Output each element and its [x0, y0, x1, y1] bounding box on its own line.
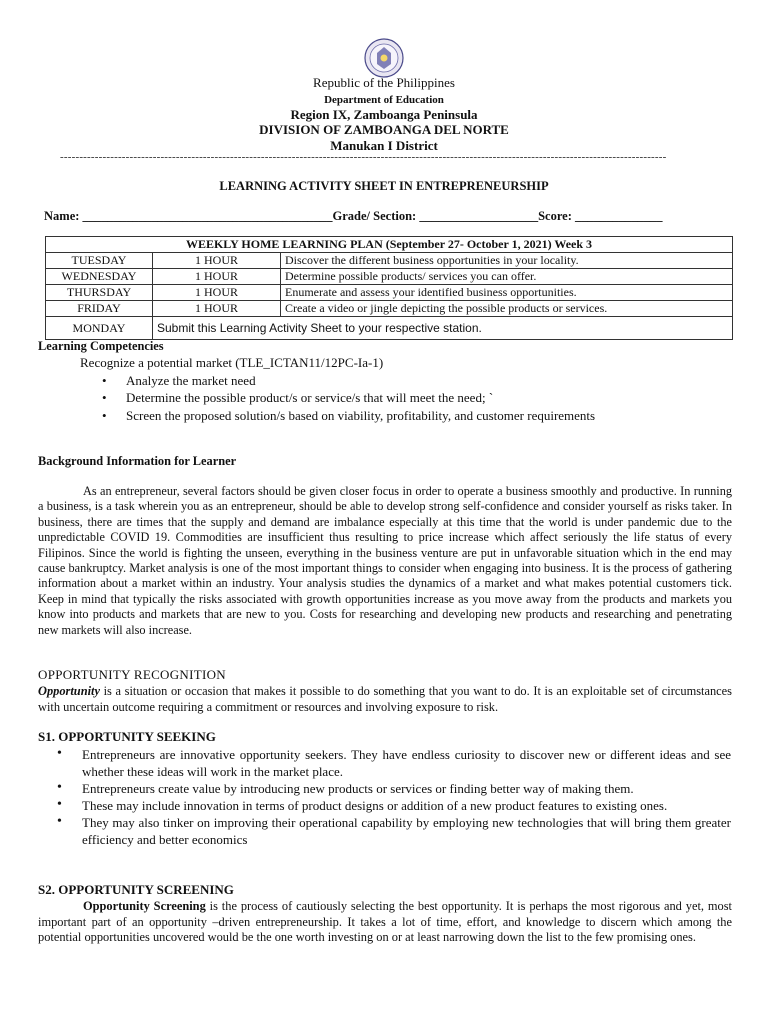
header-department: Department of Education: [324, 94, 444, 106]
bullet-icon: •: [102, 390, 107, 406]
plan-task: Submit this Learning Activity Sheet to your respective station.: [153, 317, 733, 340]
plan-task: Determine possible products/ services you can offer.: [281, 269, 733, 285]
bullet-icon: •: [102, 407, 107, 423]
background-heading: Background Information for Learner: [38, 454, 237, 468]
seeking-heading: S1. OPPORTUNITY SEEKING: [38, 729, 216, 744]
header-division: DIVISION OF ZAMBOANGA DEL NORTE: [259, 122, 509, 137]
plan-task: Discover the different business opportunities in your locality.: [281, 253, 733, 269]
plan-heading: WEEKLY HOME LEARNING PLAN (September 27- October 1, 2021) Week 3: [46, 237, 733, 253]
plan-day: THURSDAY: [46, 285, 153, 301]
table-row: [46, 285, 733, 301]
bullet-icon: •: [102, 373, 107, 388]
plan-task: Enumerate and assess your identified business opportunities.: [281, 285, 733, 301]
list-item: • Analyze the market need: [102, 373, 256, 388]
name-grade-score-line: Name: ________________________________________Grade/ Section: ___________________Score: ______________: [44, 209, 663, 223]
list-item: • They may also tinker on improving their operational capability by employing new technologies that will bring them greater efficiency and better economics: [57, 814, 731, 847]
opportunity-definition: Opportunity is a situation or occasion that makes it possible to do something that you want to do. It is an exploitable set of circumstances with uncertain outcome requiring a commitment or resources and involving exposure to risk.: [38, 684, 732, 714]
table-row: [46, 253, 733, 269]
table-row: [46, 301, 733, 317]
plan-task: Create a video or jingle depicting the possible products or services.: [281, 301, 733, 317]
table-row: [46, 317, 733, 340]
competencies-intro: Recognize a potential market (TLE_ICTAN11/12PC-Ia-1): [80, 355, 384, 370]
screening-term: Opportunity Screening: [83, 899, 206, 913]
deped-seal-icon: [364, 38, 404, 78]
bullet-icon: •: [57, 780, 62, 795]
bullet-icon: •: [57, 814, 62, 829]
list-item: • Screen the proposed solution/s based on viability, profitability, and customer requirements: [102, 407, 596, 423]
screening-heading: S2. OPPORTUNITY SCREENING: [38, 882, 234, 897]
plan-day: WEDNESDAY: [46, 269, 153, 285]
list-item: • These may include innovation in terms of product designs or addition of a new product features to existing ones.: [57, 797, 668, 813]
plan-hours: 1 HOUR: [153, 301, 281, 317]
plan-day: MONDAY: [46, 317, 153, 340]
table-row: [46, 269, 733, 285]
opportunity-heading: OPPORTUNITY RECOGNITION: [38, 667, 226, 682]
screening-paragraph: Opportunity Screening is the process of cautiously selecting the best opportunity. It is perhaps the most rigorous and yet, most important part of an opportunity –driven entrepreneurship. It takes a lot of time, effort, and knowledge to discern which among the potential opportunities uncovered would be the one worth investing on or at least narrowing down the list to the few promising ones.: [38, 899, 732, 945]
competencies-list: [102, 372, 606, 424]
background-paragraph: As an entrepreneur, several factors should be given closer focus in order to operate a business smoothly and productive. In running a business, is a task wherein you as an entrepreneur, should be able to develop strong self-confidence and consider yourself as risks taker. In business, there are times that the supply and demand are imbalance especially at this time that the world is under pandemic due to the unpredictable COVID 19. Commodities are insufficient thus resulting to price increase which affect seriously the life status of every Filipinos. Since the world is fighting the unseen, everything in the business venture are put in unfavorable situation which in the end may cause bankruptcy. Market analysis is one of the most important things to consider when engaging into business. It is the process of gathering information about a market within an industry. Your analysis studies the dynamics of a market and what makes potential customers tick. Keep in mind that typically the risks associated with growth opportunities increase as you move away from the products and markets you know into products and markets that are new to you. Costs for researching and developing new products and researching and penetrating new markets will also increase.: [38, 484, 732, 637]
sheet-title: LEARNING ACTIVITY SHEET IN ENTREPRENEURSHIP: [219, 179, 549, 193]
plan-hours: 1 HOUR: [153, 269, 281, 285]
list-item: • Entrepreneurs create value by introducing new products or services or finding better way of making them.: [57, 780, 634, 796]
list-item: • Determine the possible product/s or service/s that will meet the need; `: [102, 390, 494, 406]
plan-hours: 1 HOUR: [153, 253, 281, 269]
header-republic: Republic of the Philippines: [313, 75, 455, 90]
bullet-icon: •: [57, 797, 62, 812]
plan-day: TUESDAY: [46, 253, 153, 269]
header-separator: -------------------------------------------------------------------------------------------------------------------------------------------------------------: [60, 151, 667, 163]
seeking-list: [57, 746, 731, 848]
opportunity-term: Opportunity: [38, 684, 100, 698]
bullet-icon: •: [57, 746, 62, 761]
competencies-heading: Learning Competencies: [38, 339, 164, 353]
plan-day: FRIDAY: [46, 301, 153, 317]
weekly-plan-table: [45, 236, 733, 340]
plan-hours: 1 HOUR: [153, 285, 281, 301]
header-region: Region IX, Zamboanga Peninsula: [290, 107, 478, 122]
list-item: • Entrepreneurs are innovative opportunity seekers. They have endless curiosity to discover new or different ideas and see whether these ideas will work in the market place.: [57, 746, 731, 779]
header-district: Manukan I District: [330, 138, 438, 153]
